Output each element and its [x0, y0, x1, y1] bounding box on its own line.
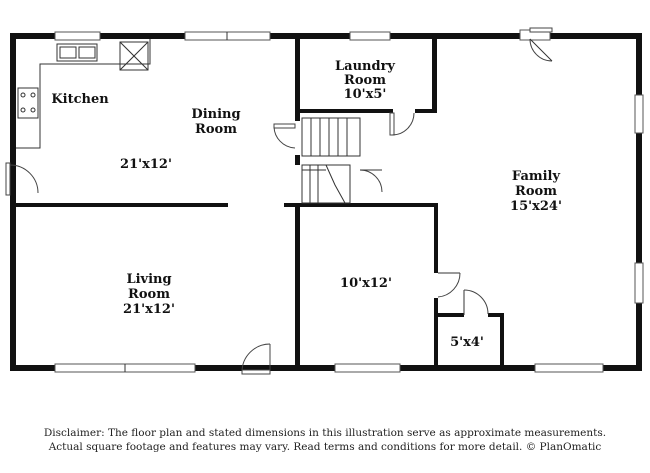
living-room-label-line2: Room	[128, 287, 170, 302]
laundry-room-label-line1: Laundry	[335, 59, 395, 74]
dining-room-label-line2: Room	[195, 122, 237, 137]
doors	[6, 28, 552, 374]
laundry-room-label-line2: Room	[344, 73, 386, 88]
family-room-dimensions: 15'x24'	[510, 199, 562, 214]
laundry-room-dimensions: 10'x5'	[343, 87, 387, 102]
dining-room-label-line1: Dining	[191, 107, 241, 122]
kitchen-label: Kitchen	[51, 92, 109, 107]
disclaimer-line-2: Actual square footage and features may vary. Read terms and conditions for more detail. © PlanOmatic	[48, 441, 602, 453]
closet-dimensions: 5'x4'	[450, 335, 484, 350]
family-room-label-line1: Family	[511, 169, 561, 184]
bedroom-dimensions: 10'x12'	[340, 276, 392, 291]
stairs	[302, 118, 360, 203]
interior-walls	[16, 39, 504, 365]
kitchen-dining-dimensions: 21'x12'	[120, 157, 172, 172]
family-room-label-line2: Room	[515, 184, 557, 199]
disclaimer-line-1: Disclaimer: The floor plan and stated dimensions in this illustration serve as approximate measurements.	[43, 427, 607, 439]
living-room-label-line1: Living	[126, 272, 172, 287]
disclaimer	[0, 426, 650, 454]
living-room-dimensions: 21'x12'	[123, 302, 175, 317]
